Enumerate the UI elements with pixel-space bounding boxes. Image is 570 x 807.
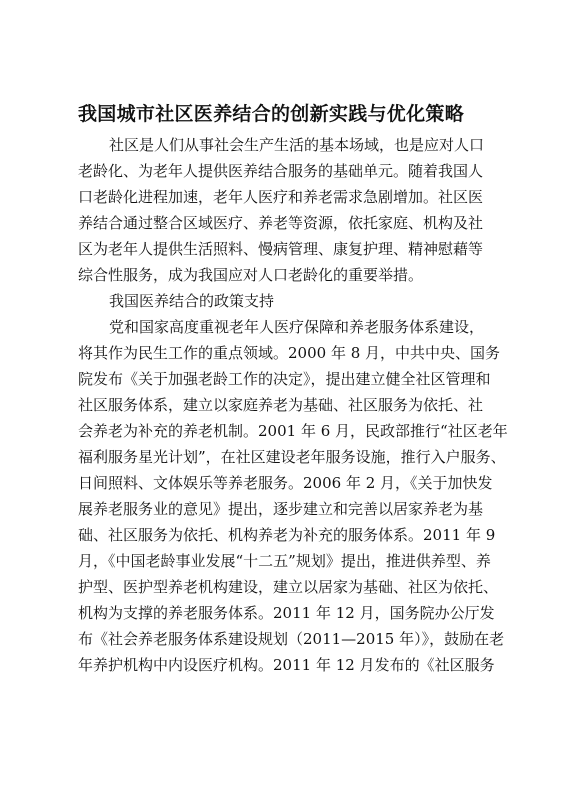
text-line: 展养老服务业的意见》提出，逐步建立和完善以居家养老为基 <box>78 500 484 518</box>
text-line: 口老龄化进程加速，老年人医疗和养老需求急剧增加。社区医 <box>78 188 484 206</box>
text-line: 老龄化、为老年人提供医养结合服务的基础单元。随着我国人 <box>78 162 484 180</box>
document-title: 我国城市社区医养结合的创新实践与优化策略 <box>78 103 465 125</box>
text-line: 础、社区服务为依托、机构养老为补充的服务体系。2011 年 9 <box>78 526 496 544</box>
text-line: 日间照料、文体娱乐等养老服务。2006 年 2 月，《关于加快发 <box>78 474 493 492</box>
text-line: 社区服务体系，建立以家庭养老为基础、社区服务为依托、社 <box>78 396 484 414</box>
text-line: 护型、医护型养老机构建设，建立以居家为基础、社区为依托、 <box>78 578 499 596</box>
section-heading: 我国医养结合的政策支持 <box>109 292 275 310</box>
text-line: 布《社会养老服务体系建设规划（2011—2015 年）》，鼓励在老 <box>78 630 505 648</box>
text-line: 会养老为补充的养老机制。2001 年 6 月，民政部推行“社区老年 <box>78 422 508 440</box>
document-page <box>78 100 508 678</box>
text-line: 院发布《关于加强老龄工作的决定》，提出建立健全社区管理和 <box>78 370 491 388</box>
paragraph-policy <box>78 314 508 678</box>
text-line: 月，《中国老龄事业发展“十二五”规划》提出，推进供养型、养 <box>78 552 491 570</box>
text-line: 综合性服务，成为我国应对人口老龄化的重要举措。 <box>78 266 424 284</box>
text-line: 机构为支撑的养老服务体系。2011 年 12 月，国务院办公厅发 <box>78 604 495 622</box>
text-line: 区为老年人提供生活照料、慢病管理、康复护理、精神慰藉等 <box>78 240 484 258</box>
text-line: 社区是人们从事社会生产生活的基本场域，也是应对人口 <box>109 136 485 154</box>
text-line: 养结合通过整合区域医疗、养老等资源，依托家庭、机构及社 <box>78 214 484 232</box>
text-line: 党和国家高度重视老年人医疗保障和养老服务体系建设， <box>109 318 485 336</box>
text-line: 年养护机构中内设医疗机构。2011 年 12 月发布的《社区服务 <box>78 656 495 674</box>
text-line: 将其作为民生工作的重点领域。2000 年 8 月，中共中央、国务 <box>78 344 501 362</box>
text-line: 福利服务星光计划”，在社区建设老年服务设施，推行入户服务、 <box>78 448 506 466</box>
paragraph-intro <box>78 132 498 288</box>
section-heading-block <box>78 288 498 314</box>
